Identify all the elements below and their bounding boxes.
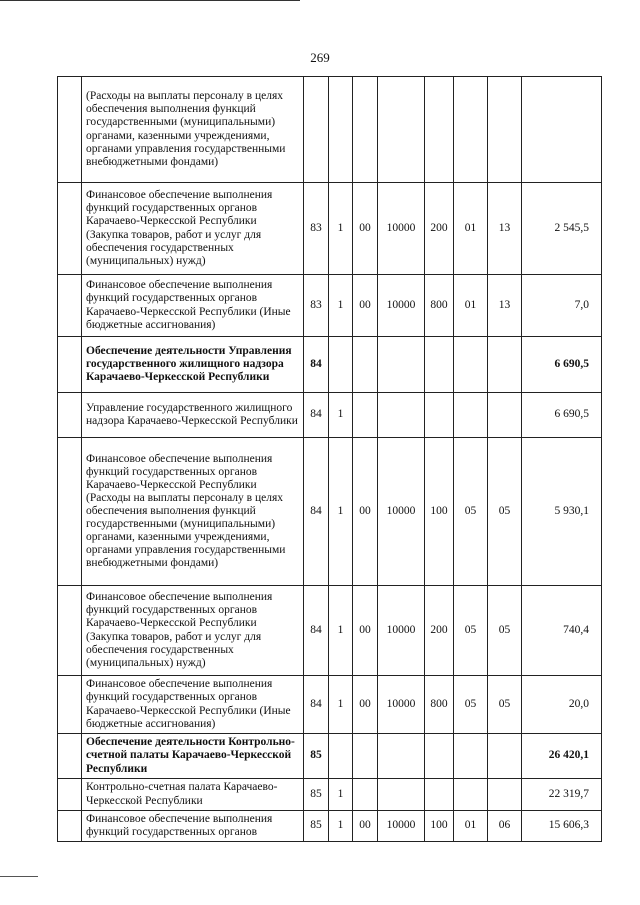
index-cell bbox=[58, 811, 82, 842]
budget-table bbox=[57, 76, 602, 842]
expense-type-cell: 800 bbox=[425, 676, 454, 734]
table-row bbox=[58, 586, 602, 676]
subprogram-cell: 00 bbox=[353, 676, 378, 734]
subsection-cell: 05 bbox=[488, 676, 522, 734]
program-cell bbox=[329, 734, 353, 779]
amount-cell: 6 690,5 bbox=[522, 393, 602, 438]
admin-code-cell: 84 bbox=[304, 438, 329, 586]
expense-type-cell: 100 bbox=[425, 811, 454, 842]
table-row bbox=[58, 811, 602, 842]
admin-code-cell bbox=[304, 77, 329, 183]
admin-code-cell: 84 bbox=[304, 676, 329, 734]
subprogram-cell: 00 bbox=[353, 275, 378, 337]
amount-cell: 6 690,5 bbox=[522, 337, 602, 393]
table-row bbox=[58, 337, 602, 393]
index-cell bbox=[58, 393, 82, 438]
admin-code-cell: 85 bbox=[304, 734, 329, 779]
program-cell: 1 bbox=[329, 183, 353, 275]
expense-type-cell bbox=[425, 734, 454, 779]
subprogram-cell: 00 bbox=[353, 183, 378, 275]
direction-cell: 10000 bbox=[378, 586, 425, 676]
expense-name-cell: Финансовое обеспечение выполнения функций государственных органов Карачаево-Черкесской Республики (Закупка товаров, работ и услуг для обеспечения государственных (муниципальных) нужд) bbox=[82, 183, 304, 275]
section-cell bbox=[454, 779, 488, 811]
section-cell: 05 bbox=[454, 586, 488, 676]
direction-cell: 10000 bbox=[378, 275, 425, 337]
amount-cell: 15 606,3 bbox=[522, 811, 602, 842]
program-cell: 1 bbox=[329, 275, 353, 337]
expense-name-cell: Финансовое обеспечение выполнения функций государственных органов Карачаево-Черкесской Республики (Закупка товаров, работ и услуг для обеспечения государственных (муниципальных) нужд) bbox=[82, 586, 304, 676]
index-cell bbox=[58, 586, 82, 676]
section-cell: 05 bbox=[454, 438, 488, 586]
expense-name-cell: Финансовое обеспечение выполнения функций государственных органов bbox=[82, 811, 304, 842]
expense-name-cell: Контрольно-счетная палата Карачаево-Черкесской Республики bbox=[82, 779, 304, 811]
expense-type-cell: 800 bbox=[425, 275, 454, 337]
program-cell bbox=[329, 337, 353, 393]
expense-type-cell: 200 bbox=[425, 586, 454, 676]
table-row bbox=[58, 438, 602, 586]
direction-cell bbox=[378, 779, 425, 811]
subsection-cell: 13 bbox=[488, 183, 522, 275]
program-cell: 1 bbox=[329, 586, 353, 676]
table-row bbox=[58, 393, 602, 438]
direction-cell: 10000 bbox=[378, 676, 425, 734]
expense-type-cell bbox=[425, 77, 454, 183]
expense-type-cell bbox=[425, 337, 454, 393]
expense-type-cell bbox=[425, 779, 454, 811]
program-cell: 1 bbox=[329, 676, 353, 734]
table-row bbox=[58, 183, 602, 275]
index-cell bbox=[58, 77, 82, 183]
subsection-cell bbox=[488, 77, 522, 183]
expense-name-cell: Обеспечение деятельности Контрольно-счетной палаты Карачаево-Черкесской Республики bbox=[82, 734, 304, 779]
expense-name-cell: Финансовое обеспечение выполнения функций государственных органов Карачаево-Черкесской Республики (Иные бюджетные ассигнования) bbox=[82, 275, 304, 337]
admin-code-cell: 85 bbox=[304, 811, 329, 842]
subprogram-cell bbox=[353, 393, 378, 438]
subprogram-cell bbox=[353, 337, 378, 393]
table-row bbox=[58, 734, 602, 779]
expense-type-cell: 200 bbox=[425, 183, 454, 275]
direction-cell: 10000 bbox=[378, 438, 425, 586]
section-cell: 01 bbox=[454, 811, 488, 842]
page-number: 269 bbox=[310, 50, 330, 65]
section-cell: 05 bbox=[454, 676, 488, 734]
index-cell bbox=[58, 779, 82, 811]
subsection-cell: 06 bbox=[488, 811, 522, 842]
admin-code-cell: 83 bbox=[304, 275, 329, 337]
direction-cell: 10000 bbox=[378, 183, 425, 275]
index-cell bbox=[58, 676, 82, 734]
direction-cell: 10000 bbox=[378, 811, 425, 842]
admin-code-cell: 83 bbox=[304, 183, 329, 275]
subprogram-cell bbox=[353, 734, 378, 779]
subprogram-cell: 00 bbox=[353, 811, 378, 842]
section-cell: 01 bbox=[454, 275, 488, 337]
index-cell bbox=[58, 183, 82, 275]
subsection-cell bbox=[488, 393, 522, 438]
expense-name-cell: Финансовое обеспечение выполнения функций государственных органов Карачаево-Черкесской Республики (Расходы на выплаты персоналу в целях обеспечения выполнения функций государственными (муниципальными) органами, казенными учреждениями, органами управления государственными внебюджетными фондами) bbox=[82, 438, 304, 586]
direction-cell bbox=[378, 393, 425, 438]
program-cell: 1 bbox=[329, 779, 353, 811]
section-cell bbox=[454, 734, 488, 779]
section-cell bbox=[454, 77, 488, 183]
admin-code-cell: 84 bbox=[304, 337, 329, 393]
direction-cell bbox=[378, 77, 425, 183]
program-cell: 1 bbox=[329, 393, 353, 438]
program-cell: 1 bbox=[329, 438, 353, 586]
table-row bbox=[58, 275, 602, 337]
subprogram-cell bbox=[353, 77, 378, 183]
expense-name-cell: Финансовое обеспечение выполнения функций государственных органов Карачаево-Черкесской Республики (Иные бюджетные ассигнования) bbox=[82, 676, 304, 734]
expense-type-cell bbox=[425, 393, 454, 438]
amount-cell: 22 319,7 bbox=[522, 779, 602, 811]
subprogram-cell: 00 bbox=[353, 438, 378, 586]
subsection-cell bbox=[488, 337, 522, 393]
budget-table-body bbox=[58, 77, 602, 842]
direction-cell bbox=[378, 734, 425, 779]
expense-name-cell: Обеспечение деятельности Управления государственного жилищного надзора Карачаево-Черкесской Республики bbox=[82, 337, 304, 393]
section-cell bbox=[454, 337, 488, 393]
table-row bbox=[58, 77, 602, 183]
admin-code-cell: 84 bbox=[304, 586, 329, 676]
program-cell: 1 bbox=[329, 811, 353, 842]
expense-name-cell: (Расходы на выплаты персоналу в целях обеспечения выполнения функций государственными (муниципальными) органами, казенными учреждениями, органами управления государственными внебюджетными фондами) bbox=[82, 77, 304, 183]
expense-type-cell: 100 bbox=[425, 438, 454, 586]
amount-cell: 5 930,1 bbox=[522, 438, 602, 586]
subsection-cell bbox=[488, 734, 522, 779]
subsection-cell: 05 bbox=[488, 586, 522, 676]
admin-code-cell: 84 bbox=[304, 393, 329, 438]
table-row bbox=[58, 676, 602, 734]
index-cell bbox=[58, 337, 82, 393]
index-cell bbox=[58, 438, 82, 586]
admin-code-cell: 85 bbox=[304, 779, 329, 811]
program-cell bbox=[329, 77, 353, 183]
table-row bbox=[58, 779, 602, 811]
amount-cell: 7,0 bbox=[522, 275, 602, 337]
expense-name-cell: Управление государственного жилищного надзора Карачаево-Черкесской Республики bbox=[82, 393, 304, 438]
subprogram-cell: 00 bbox=[353, 586, 378, 676]
amount-cell bbox=[522, 77, 602, 183]
subsection-cell bbox=[488, 779, 522, 811]
subsection-cell: 05 bbox=[488, 438, 522, 586]
amount-cell: 740,4 bbox=[522, 586, 602, 676]
section-cell: 01 bbox=[454, 183, 488, 275]
index-cell bbox=[58, 734, 82, 779]
amount-cell: 26 420,1 bbox=[522, 734, 602, 779]
section-cell bbox=[454, 393, 488, 438]
amount-cell: 20,0 bbox=[522, 676, 602, 734]
subsection-cell: 13 bbox=[488, 275, 522, 337]
amount-cell: 2 545,5 bbox=[522, 183, 602, 275]
subprogram-cell bbox=[353, 779, 378, 811]
bottom-rule bbox=[0, 876, 38, 877]
index-cell bbox=[58, 275, 82, 337]
direction-cell bbox=[378, 337, 425, 393]
top-rule bbox=[0, 0, 300, 1]
